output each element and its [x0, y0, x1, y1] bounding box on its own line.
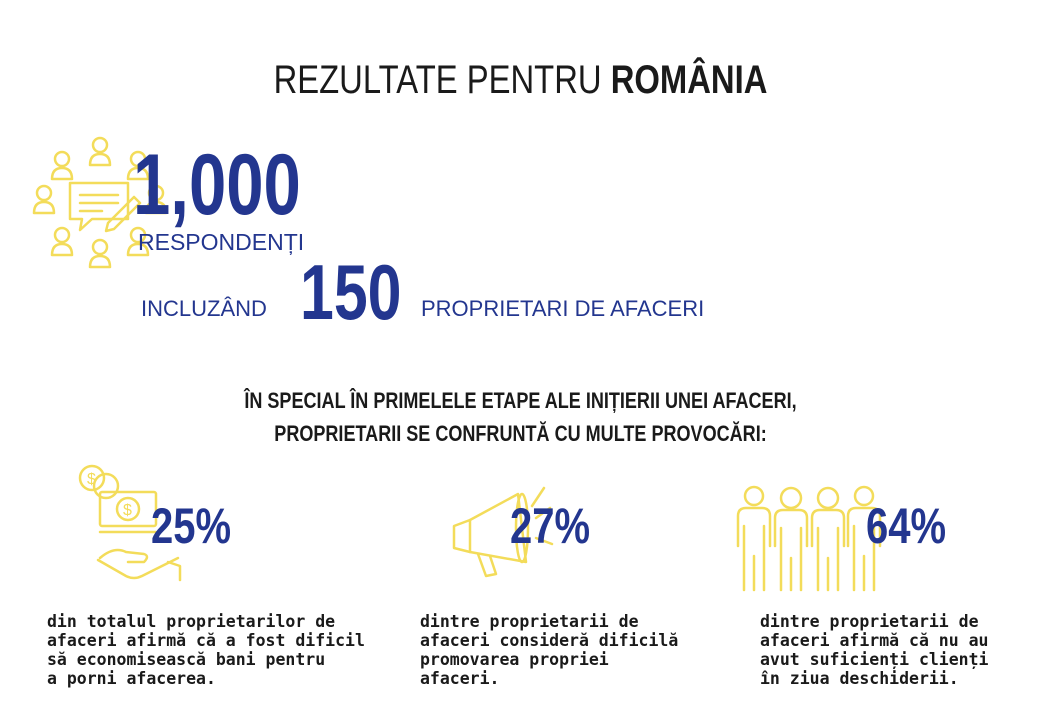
page-title: [94, 58, 948, 103]
respondents-number: 1,000: [133, 137, 301, 233]
stat-text-2: dintre proprietarii de afaceri consideră dificilă promovarea propriei afaceri.: [420, 612, 679, 688]
stat-text-3: dintre proprietarii de afaceri afirmă că nu au avut suficienți clienți în ziua deschiderii.: [760, 612, 989, 688]
stat-percent-3: 64%: [866, 498, 947, 554]
title-light: REZULTATE PENTRU: [273, 58, 611, 102]
owners-number: 150: [300, 248, 402, 336]
stat-percent-2: 27%: [510, 498, 591, 554]
group-people-icon: [736, 486, 886, 594]
title-bold: ROMÂNIA: [610, 58, 768, 102]
stat-percent-1: 25%: [151, 498, 232, 554]
svg-text:$: $: [123, 502, 132, 519]
including-label: INCLUZÂND: [141, 296, 267, 321]
respondents-label: RESPONDENȚI: [138, 229, 305, 255]
stat-text-1: din totalul proprietarilor de afaceri afirmă că a fost dificil să economisească bani pentru a porni afacerea.: [47, 612, 365, 688]
svg-text:$: $: [87, 471, 96, 488]
subheading-line-2: PROPRIETARII SE CONFRUNTĂ CU MULTE PROVOCĂRI:: [274, 421, 767, 446]
owners-label: PROPRIETARI DE AFACERI: [421, 296, 705, 321]
subheading-line-1: ÎN SPECIAL ÎN PRIMELELE ETAPE ALE INIȚIERII UNEI AFACERI,: [244, 388, 797, 413]
